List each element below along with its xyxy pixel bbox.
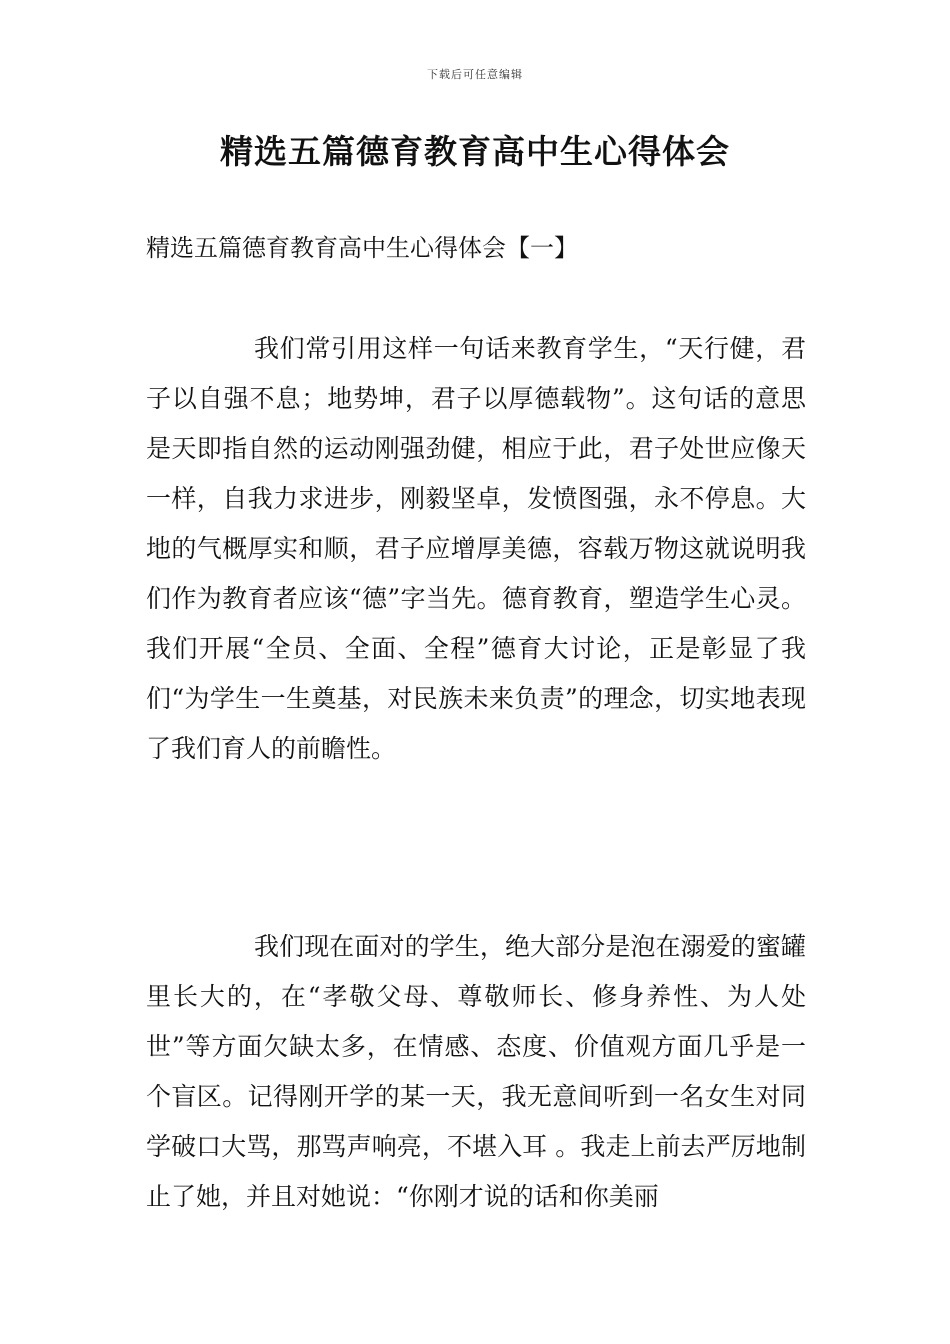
paragraph-1: 我们常引用这样一句话来教育学生，“天行健，君子以自强不息；地势坤，君子以厚德载物”。这句话的意思是天即指自然的运动刚强劲健，相应于此，君子处世应像天一样，自我力求进步，刚毅坚卓，发愤图强，永不停息。大地的气概厚实和顺，君子应增厚美德，容载万物这就说明我们作为教育者应该“德”字当先。德育教育，塑造学生心灵。我们开展“全员、全面、全程”德育大讨论，正是彰显了我们“为学生一生奠基，对民族未来负责”的理念，切实地表现了我们育人的前瞻性。	[146, 334, 806, 763]
document-title: 精选五篇德育教育高中生心得体会	[220, 132, 730, 171]
section-heading: 精选五篇德育教育高中生心得体会【一】	[146, 234, 578, 262]
paragraph-2: 我们现在面对的学生，绝大部分是泡在溺爱的蜜罐里长大的，在“孝敬父母、尊敬师长、修身养性、为人处世”等方面欠缺太多，在情感、态度、价值观方面几乎是一个盲区。记得刚开学的某一天，我无意间听到一名女生对同学破口大骂，那骂声响亮，不堪入耳 。我走上前去严厉地制止了她，并且对她说：“你刚才说的话和你美丽	[146, 932, 806, 1211]
header-note: 下载后可任意编辑	[427, 68, 523, 81]
